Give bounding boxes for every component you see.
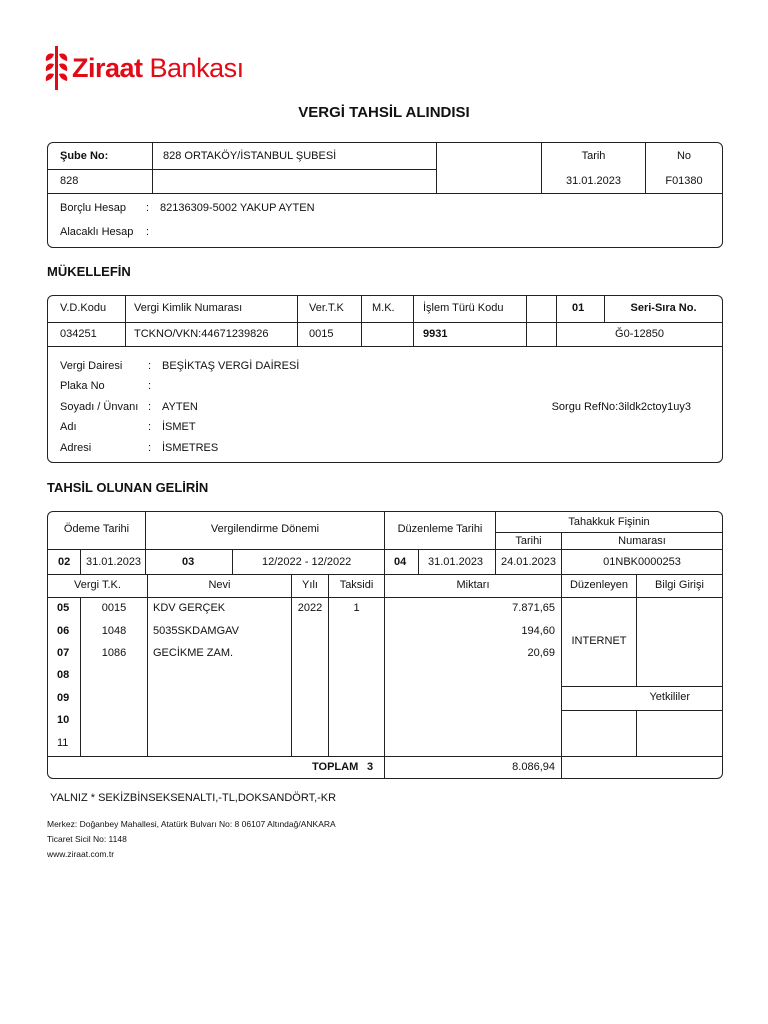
col-duzenleyen: Düzenleyen [569, 579, 629, 591]
tahakkuk-tarihi-label: Tarihi [515, 535, 542, 547]
brand-name-regular: Bankası [142, 53, 244, 83]
row-nevi: 5035SKDAMGAV [153, 625, 240, 637]
duzenleme-label: Düzenleme Tarihi [397, 523, 483, 535]
row-miktar: 7.871,65 [512, 602, 555, 614]
vkn: TCKNO/VKN:44671239826 [134, 328, 269, 340]
code-01: 01 [572, 302, 585, 314]
adres: İSMETRES [162, 442, 219, 454]
row-vtk: 1086 [101, 647, 127, 659]
toplam-label: TOPLAM [312, 761, 359, 773]
toplam-value: 8.086,94 [512, 761, 555, 773]
row-taksit: 1 [353, 602, 360, 614]
gelir-title: TAHSİL OLUNAN GELİRİN [47, 480, 209, 495]
vd-kodu-label: V.D.Kodu [60, 302, 107, 314]
row-vtk: 1048 [101, 625, 127, 637]
ziraat-logo [44, 46, 254, 92]
duzenleyen-value: INTERNET [571, 635, 627, 647]
donem-label: Vergilendirme Dönemi [210, 523, 320, 535]
alacakli-colon: : [146, 226, 150, 238]
adres-label: Adresi [60, 442, 92, 454]
row-yil: 2022 [297, 602, 323, 614]
col-nevi: Nevi [208, 579, 231, 591]
sube-no: 828 [60, 175, 79, 187]
borclu-label: Borçlu Hesap [60, 202, 127, 214]
brand-name-bold: Ziraat [72, 53, 143, 83]
donem: 12/2022 - 12/2022 [262, 556, 352, 568]
footer-sicil: Ticaret Sicil No: 1148 [47, 834, 127, 844]
row-code: 10 [57, 714, 70, 726]
borclu-colon: : [146, 202, 150, 214]
islem: 9931 [423, 328, 448, 340]
colon: : [148, 401, 152, 413]
yetkililer-label: Yetkililer [649, 691, 690, 703]
adi: İSMET [162, 421, 196, 433]
vergi-dairesi-label: Vergi Dairesi [60, 360, 123, 372]
col-vergi-tk: Vergi T.K. [74, 579, 121, 591]
code-02: 02 [58, 556, 71, 568]
tarih-label: Tarih [581, 150, 606, 162]
plaka-label: Plaka No [60, 380, 105, 392]
alacakli-label: Alacaklı Hesap [60, 226, 134, 238]
vkn-label: Vergi Kimlik Numarası [134, 302, 243, 314]
code-04: 04 [394, 556, 407, 568]
row-nevi: KDV GERÇEK [153, 602, 226, 614]
ver-tk: 0015 [309, 328, 334, 340]
yalniz-text: YALNIZ * SEKİZBİNSEKSENALTI,-TL,DOKSANDÖRT,-KR [50, 792, 337, 804]
page-title: VERGİ TAHSİL ALINDISI [298, 104, 470, 121]
row-vtk: 0015 [101, 602, 127, 614]
row-code: 08 [57, 669, 70, 681]
row-code: 05 [57, 602, 70, 614]
vd-kodu: 034251 [60, 328, 97, 340]
no-label: No [676, 150, 692, 162]
colon: : [148, 442, 152, 454]
col-yili: Yılı [302, 579, 318, 591]
row-code: 07 [57, 647, 70, 659]
col-miktari: Miktarı [456, 579, 490, 591]
row-miktar: 194,60 [521, 625, 555, 637]
col-bilgi-girisi: Bilgi Girişi [655, 579, 704, 591]
tahakkuk-numara-label: Numarası [618, 535, 666, 547]
row-miktar: 20,69 [527, 647, 555, 659]
mukellef-title: MÜKELLEFİN [47, 264, 131, 279]
mukellef-box [47, 295, 723, 463]
row-code: 06 [57, 625, 70, 637]
duzenleme-tarihi: 31.01.2023 [428, 556, 484, 568]
seri: Ğ0-12850 [615, 328, 664, 340]
sube-name: 828 ORTAKÖY/İSTANBUL ŞUBESİ [163, 150, 337, 162]
islem-label: İşlem Türü Kodu [423, 302, 504, 314]
seri-label: Seri-Sıra No. [630, 302, 697, 314]
tarih-value: 31.01.2023 [565, 175, 622, 187]
vergi-dairesi: BEŞİKTAŞ VERGİ DAİRESİ [162, 360, 300, 372]
row-nevi: GECİKME ZAM. [153, 647, 234, 659]
row-code: 09 [57, 692, 70, 704]
mk-label: M.K. [372, 302, 395, 314]
footer-address: Merkez: Doğanbey Mahallesi, Atatürk Bulvarı No: 8 06107 Altındağ/ANKARA [47, 819, 336, 829]
borclu-value: 82136309-5002 YAKUP AYTEN [160, 202, 315, 214]
tahakkuk-label: Tahakkuk Fişinin [568, 516, 650, 528]
colon: : [148, 360, 152, 372]
toplam-count: 3 [367, 761, 374, 773]
sorgu-ref: Sorgu RefNo:3ildk2ctoy1uy3 [551, 401, 691, 413]
code-03: 03 [182, 556, 195, 568]
adi-label: Adı [60, 421, 77, 433]
soyadi-label: Soyadı / Ünvanı [60, 401, 139, 413]
colon: : [148, 421, 152, 433]
col-taksidi: Taksidi [339, 579, 374, 591]
odeme-tarihi-label: Ödeme Tarihi [63, 523, 130, 535]
no-value: F01380 [665, 175, 703, 187]
tahakkuk-tarihi: 24.01.2023 [500, 556, 557, 568]
row-code: 11 [57, 737, 69, 749]
soyadi: AYTEN [162, 401, 198, 413]
sube-label: Şube No: [60, 150, 109, 162]
colon: : [148, 380, 152, 392]
odeme-tarihi: 31.01.2023 [86, 556, 142, 568]
footer-website-link[interactable]: www.ziraat.com.tr [47, 849, 115, 859]
tahakkuk-no: 01NBK0000253 [603, 556, 681, 568]
ver-tk-label: Ver.T.K [309, 302, 344, 314]
wheat-icon [44, 46, 68, 92]
